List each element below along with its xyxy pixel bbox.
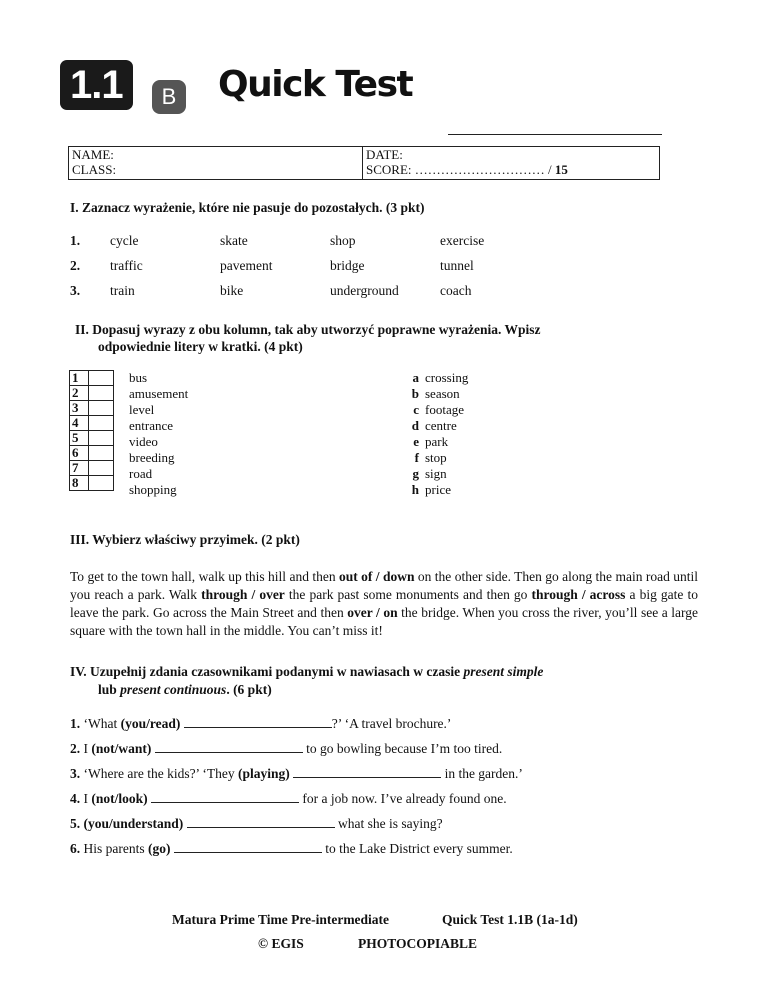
row-number: 2. [70, 257, 81, 273]
list-item [405, 434, 468, 450]
footer-photocopiable: PHOTOCOPIABLE [358, 936, 478, 951]
tense-name: present continuous [120, 682, 227, 697]
sentence-item [70, 765, 523, 782]
sentence-number: 2. [70, 741, 81, 756]
table-row [70, 253, 484, 278]
list-item: video [129, 434, 158, 449]
verb-hint: (not/want) [91, 741, 152, 756]
item-word: park [425, 434, 449, 449]
sentence-item [70, 790, 507, 807]
preposition-choice[interactable]: through / over [201, 587, 285, 602]
item-letter: a [412, 370, 419, 385]
list-item: amusement [129, 386, 189, 401]
row-number: 3. [70, 282, 81, 298]
sentence-text: ?’ ‘A travel brochure.’ [331, 716, 452, 731]
item-number: 5 [70, 431, 89, 446]
sentence-text: what she is saying? [334, 816, 443, 831]
sentence-number: 5. [70, 816, 81, 831]
sentence-item [70, 815, 443, 832]
sentence-text: to the Lake District every summer. [321, 841, 513, 856]
word-option[interactable]: coach [440, 282, 472, 298]
sentence-text: ‘Where are the kids?’ ‘They [83, 766, 239, 781]
item-word: centre [425, 418, 457, 433]
list-item [405, 402, 468, 418]
answer-blank[interactable] [155, 740, 303, 753]
word-option[interactable]: cycle [110, 232, 139, 248]
answer-box[interactable] [89, 476, 114, 491]
sentence-item [70, 715, 451, 732]
list-item: road [129, 466, 153, 481]
sentence-number: 4. [70, 791, 81, 806]
word-option[interactable]: underground [330, 282, 399, 298]
list-item [405, 418, 468, 434]
right-word-column [405, 370, 468, 498]
sentence-number: 1. [70, 716, 81, 731]
version-badge: B [152, 80, 186, 114]
section1-heading: I. Zaznacz wyrażenie, które nie pasuje do pozostałych. (3 pkt) [70, 200, 425, 215]
item-letter: h [411, 482, 419, 497]
list-item: bus [129, 370, 148, 385]
tense-name: present simple [463, 664, 544, 679]
answer-box[interactable] [89, 416, 114, 431]
word-option[interactable]: pavement [220, 257, 273, 273]
answer-blank[interactable] [151, 790, 299, 803]
item-word: footage [425, 402, 464, 417]
item-word: price [425, 482, 451, 497]
sentence-text: His parents [83, 841, 148, 856]
list-item: shopping [129, 482, 177, 497]
score-label: SCORE: ………………………… / [366, 162, 552, 177]
section3-heading: III. Wybierz właściwy przyimek. (2 pkt) [70, 532, 300, 547]
item-word: season [425, 386, 460, 401]
item-letter: e [413, 434, 419, 449]
section1-table [70, 228, 484, 303]
word-option[interactable]: skate [220, 232, 248, 248]
item-letter: b [411, 386, 419, 401]
paragraph-text: a big gate to leave the park. Go across the Main Street and then [70, 587, 698, 620]
sentence-item [70, 840, 513, 857]
item-word: stop [425, 450, 447, 465]
answer-blank[interactable] [187, 815, 335, 828]
student-info-table [68, 146, 660, 180]
footer-copyright: © EGIS [258, 936, 304, 951]
section4-heading [70, 664, 543, 680]
section4-heading-line2 [98, 682, 272, 698]
word-option[interactable]: tunnel [440, 257, 474, 273]
paragraph-text: To get to the town hall, walk up this hill and then [70, 569, 339, 584]
sentence-text: I [83, 741, 92, 756]
list-item [405, 386, 468, 402]
heading-text: lub [98, 682, 121, 697]
unit-badge: 1.1 [60, 60, 133, 110]
list-item [405, 482, 468, 498]
list-item [405, 370, 468, 386]
verb-hint: (you/understand) [83, 816, 184, 831]
verb-hint: (playing) [238, 766, 290, 781]
class-label: CLASS: [72, 162, 117, 177]
sentence-item [70, 740, 502, 757]
item-number: 7 [70, 461, 89, 476]
preposition-choice[interactable]: over / on [347, 605, 398, 620]
left-word-column [129, 370, 188, 498]
table-row [70, 278, 484, 303]
answer-box[interactable] [89, 461, 114, 476]
verb-hint: (you/read) [120, 716, 181, 731]
item-number: 2 [70, 386, 89, 401]
item-word: crossing [425, 370, 469, 385]
item-number: 4 [70, 416, 89, 431]
directions-paragraph [70, 568, 698, 640]
name-field[interactable] [69, 147, 363, 180]
answer-blank[interactable] [293, 765, 441, 778]
answer-box[interactable] [89, 386, 114, 401]
word-option[interactable]: traffic [110, 257, 143, 273]
word-option[interactable]: bike [220, 282, 244, 298]
item-number: 1 [70, 371, 89, 386]
list-item: breeding [129, 450, 175, 465]
score-max: 15 [554, 162, 568, 177]
header-divider [448, 134, 662, 135]
sentence-text: I [83, 791, 92, 806]
paragraph-text: the park past some monuments and then go [284, 587, 532, 602]
word-option[interactable]: train [110, 282, 135, 298]
item-number: 6 [70, 446, 89, 461]
word-option[interactable]: bridge [330, 257, 365, 273]
sentence-number: 6. [70, 841, 81, 856]
item-letter: c [413, 402, 419, 417]
answer-blank[interactable] [184, 715, 332, 728]
sentence-text: for a job now. I’ve already found one. [299, 791, 507, 806]
item-number: 3 [70, 401, 89, 416]
word-option[interactable]: shop [330, 232, 356, 248]
page-title: Quick Test [218, 64, 413, 105]
answer-box[interactable] [89, 431, 114, 446]
list-item [405, 450, 468, 466]
sentence-text: to go bowling because I’m too tired. [302, 741, 503, 756]
preposition-choice[interactable]: out of / down [339, 569, 415, 584]
sentence-text: in the garden.’ [441, 766, 523, 781]
sentence-text: ‘What [83, 716, 121, 731]
footer-test-id: Quick Test 1.1B (1a-1d) [442, 912, 578, 927]
section2-heading: II. Dopasuj wyrazy z obu kolumn, tak aby utworzyć poprawne wyrażenia. Wpisz [75, 322, 541, 337]
item-word: sign [425, 466, 447, 481]
item-number: 8 [70, 476, 89, 491]
paragraph-text: on the other side. Then go along the main road until you reach a park. Walk [70, 569, 698, 602]
name-label: NAME: [72, 147, 114, 162]
item-letter: f [414, 450, 419, 465]
item-letter: d [411, 418, 419, 433]
list-item: entrance [129, 418, 174, 433]
footer-course-title: Matura Prime Time Pre-intermediate [172, 912, 390, 927]
match-answer-grid [69, 370, 114, 491]
list-item: level [129, 402, 155, 417]
answer-box[interactable] [89, 371, 114, 386]
answer-blank[interactable] [174, 840, 322, 853]
word-option[interactable]: exercise [440, 232, 485, 248]
section2-heading-line2: odpowiednie litery w kratki. (4 pkt) [98, 339, 303, 354]
item-letter: g [412, 466, 419, 481]
row-number: 1. [70, 232, 81, 248]
heading-text: IV. Uzupełnij zdania czasownikami podanymi w nawiasach w czasie [70, 664, 464, 679]
heading-text: . (6 pkt) [226, 682, 272, 697]
table-row [70, 228, 484, 253]
answer-box[interactable] [89, 401, 114, 416]
list-item [405, 466, 468, 482]
preposition-choice[interactable]: through / across [531, 587, 626, 602]
verb-hint: (not/look) [91, 791, 148, 806]
date-label: DATE: [366, 147, 403, 162]
paragraph-text: the bridge. When you cross the river, you’ll see a large square with the town hall in the middle. You can’t miss it! [70, 605, 699, 638]
verb-hint: (go) [148, 841, 171, 856]
answer-box[interactable] [89, 446, 114, 461]
date-score-field[interactable] [363, 147, 660, 180]
sentence-number: 3. [70, 766, 81, 781]
